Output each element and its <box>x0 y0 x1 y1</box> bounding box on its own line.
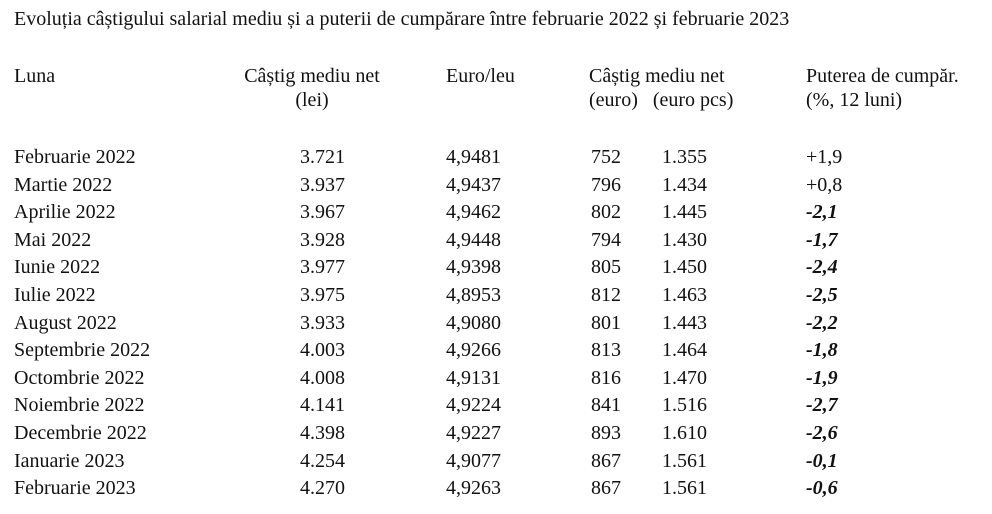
cell-castig-euro: 752 <box>591 146 621 168</box>
cell-castig-pcs: 1.516 <box>662 394 707 417</box>
table-row <box>0 256 992 284</box>
cell-castig-euro: 867 <box>591 477 621 500</box>
table-row <box>0 450 992 478</box>
cell-putere: -1,9 <box>806 366 838 389</box>
table-row <box>0 229 992 257</box>
cell-castig-euro: 867 <box>591 449 621 472</box>
cell-putere: -2,1 <box>806 201 838 224</box>
cell-luna: Martie 2022 <box>14 173 113 196</box>
header-castig-euro-line1: Câștig mediu net <box>589 65 725 87</box>
cell-castig-lei: 4.270 <box>300 477 345 500</box>
cell-castig-pcs: 1.434 <box>662 173 707 196</box>
cell-putere: -0,6 <box>806 477 838 500</box>
cell-putere: -2,4 <box>806 256 838 279</box>
cell-luna: August 2022 <box>14 311 117 334</box>
table-row <box>0 422 992 450</box>
table-row <box>0 146 992 174</box>
cell-castig-pcs: 1.470 <box>662 366 707 389</box>
cell-castig-euro: 801 <box>591 311 621 334</box>
cell-castig-pcs: 1.450 <box>662 256 707 279</box>
cell-castig-euro: 794 <box>591 228 621 251</box>
cell-euro-leu: 4,9131 <box>446 366 501 389</box>
cell-castig-lei: 4.141 <box>300 394 345 417</box>
cell-luna: Aprilie 2022 <box>14 201 116 224</box>
cell-castig-euro: 802 <box>591 201 621 224</box>
cell-luna: Septembrie 2022 <box>14 339 151 362</box>
cell-putere: -2,6 <box>806 421 838 444</box>
cell-putere: -2,7 <box>806 394 838 417</box>
cell-euro-leu: 4,9077 <box>446 449 501 472</box>
cell-castig-lei: 4.003 <box>300 339 345 362</box>
cell-euro-leu: 4,9481 <box>446 146 501 168</box>
cell-castig-euro: 812 <box>591 283 621 306</box>
table-row <box>0 367 992 395</box>
cell-euro-leu: 4,9224 <box>446 394 501 417</box>
cell-castig-pcs: 1.355 <box>662 146 707 168</box>
header-putere-line2: (%, 12 luni) <box>806 89 903 111</box>
cell-castig-pcs: 1.445 <box>662 201 707 224</box>
cell-castig-euro: 816 <box>591 366 621 389</box>
cell-euro-leu: 4,9398 <box>446 256 501 279</box>
data-table-body <box>0 146 992 505</box>
table-row <box>0 477 992 505</box>
table-row <box>0 312 992 340</box>
cell-castig-lei: 3.975 <box>300 283 345 306</box>
table-row <box>0 339 992 367</box>
cell-luna: Mai 2022 <box>14 228 92 251</box>
cell-castig-lei: 4.254 <box>300 449 345 472</box>
cell-castig-euro: 893 <box>591 421 621 444</box>
cell-euro-leu: 4,9227 <box>446 421 501 444</box>
cell-euro-leu: 4,8953 <box>446 283 501 306</box>
cell-castig-euro: 805 <box>591 256 621 279</box>
header-castig-lei-line1: Câștig mediu net <box>244 65 380 87</box>
cell-castig-lei: 4.008 <box>300 366 345 389</box>
cell-castig-lei: 3.977 <box>300 256 345 279</box>
table-row <box>0 394 992 422</box>
cell-castig-lei: 3.967 <box>300 201 345 224</box>
cell-luna: Februarie 2023 <box>14 477 136 500</box>
document-title: Evoluția câștigului salarial mediu și a puterii de cumpărare între februarie 2022 și februarie 2023 <box>14 8 790 30</box>
header-putere-line1: Puterea de cumpăr. <box>806 65 959 87</box>
cell-castig-euro: 796 <box>591 173 621 196</box>
cell-luna: Ianuarie 2023 <box>14 449 125 472</box>
cell-castig-euro: 841 <box>591 394 621 417</box>
cell-putere: -1,7 <box>806 228 838 251</box>
cell-euro-leu: 4,9266 <box>446 339 501 362</box>
cell-putere: -0,1 <box>806 449 838 472</box>
cell-luna: Noiembrie 2022 <box>14 394 145 417</box>
cell-putere: +1,9 <box>806 146 843 168</box>
cell-euro-leu: 4,9437 <box>446 173 501 196</box>
cell-castig-pcs: 1.561 <box>662 477 707 500</box>
cell-castig-lei: 3.928 <box>300 228 345 251</box>
cell-castig-pcs: 1.430 <box>662 228 707 251</box>
cell-luna: Iulie 2022 <box>14 283 96 306</box>
cell-castig-pcs: 1.561 <box>662 449 707 472</box>
header-luna: Luna <box>14 65 56 87</box>
cell-castig-lei: 4.398 <box>300 421 345 444</box>
table-row <box>0 201 992 229</box>
header-euro-leu: Euro/leu <box>446 65 515 87</box>
cell-luna: Iunie 2022 <box>14 256 101 279</box>
cell-luna: Februarie 2022 <box>14 146 136 168</box>
cell-euro-leu: 4,9448 <box>446 228 501 251</box>
cell-castig-pcs: 1.610 <box>662 421 707 444</box>
header-castig-lei-line2: (lei) <box>295 89 329 111</box>
cell-castig-lei: 3.933 <box>300 311 345 334</box>
cell-castig-lei: 3.937 <box>300 173 345 196</box>
cell-castig-pcs: 1.463 <box>662 283 707 306</box>
cell-euro-leu: 4,9080 <box>446 311 501 334</box>
cell-euro-leu: 4,9263 <box>446 477 501 500</box>
cell-castig-pcs: 1.464 <box>662 339 707 362</box>
cell-castig-lei: 3.721 <box>300 146 345 168</box>
cell-putere: -2,5 <box>806 283 838 306</box>
cell-putere: +0,8 <box>806 173 843 196</box>
cell-luna: Decembrie 2022 <box>14 421 147 444</box>
table-row <box>0 284 992 312</box>
cell-euro-leu: 4,9462 <box>446 201 501 224</box>
header-castig-lei <box>222 64 402 112</box>
table-row <box>0 174 992 202</box>
header-castig-euro <box>589 64 733 112</box>
header-castig-euro-line2: (euro) (euro pcs) <box>589 89 734 111</box>
cell-putere: -1,8 <box>806 339 838 362</box>
cell-luna: Octombrie 2022 <box>14 366 145 389</box>
header-putere <box>806 64 959 112</box>
cell-putere: -2,2 <box>806 311 838 334</box>
cell-castig-euro: 813 <box>591 339 621 362</box>
cell-castig-pcs: 1.443 <box>662 311 707 334</box>
